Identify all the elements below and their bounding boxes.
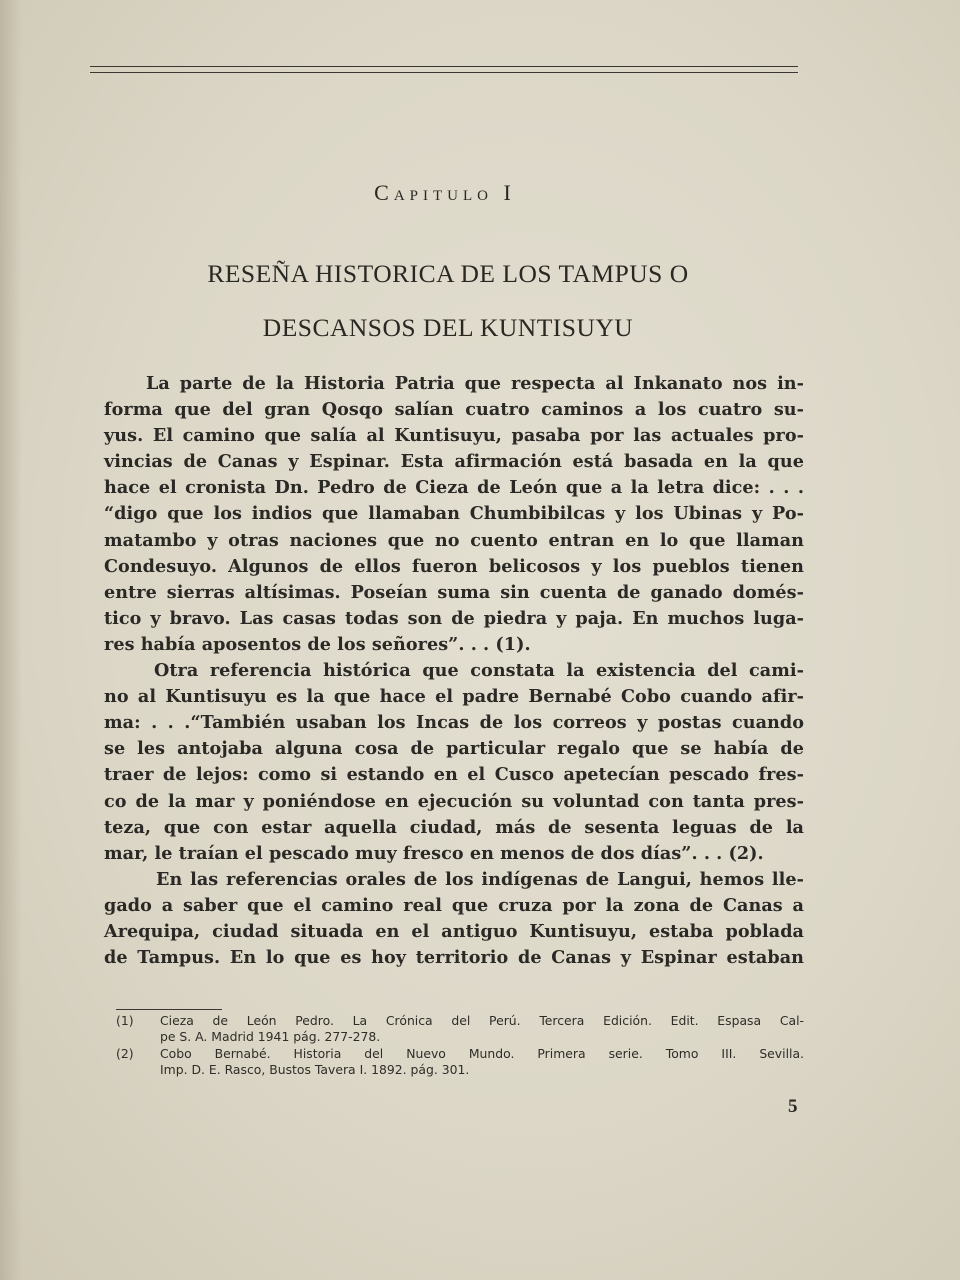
chapter-title-line-2: DESCANSOS DEL KUNTISUYU [262,313,634,342]
paragraph-1-line: forma que del gran Qosqo salían cuatro caminos a los cuatro su- [104,399,804,421]
header-rule-top [90,66,798,67]
paragraph-2-line: ma: . . .“También usaban los Incas de los correos y postas cuando [104,712,804,734]
paragraph-3-line: gado a saber que el camino real que cruza por la zona de Canas a [104,894,804,916]
footnotes [116,1013,804,1078]
paragraph-2-line: teza, que con estar aquella ciudad, más de sesenta leguas de la [104,816,804,838]
footnote-line: pe S. A. Madrid 1941 pág. 277-278. [160,1029,381,1045]
paragraph-1-line: matambo y otras naciones que no cuento entran en lo que llaman [104,529,804,551]
paragraph-1-line: entre sierras altísimas. Poseían suma sin cuenta de ganado domés- [104,581,804,603]
paragraph-1-line: “digo que los indios que llamaban Chumbibilcas y los Ubinas y Po- [104,503,804,525]
paragraph-1-line: Condesuyo. Algunos de ellos fueron belicosos y los pueblos tienen [104,555,804,577]
footnote-number: (1) [116,1013,134,1028]
paragraph-2-line: se les antojaba alguna cosa de particular regalo que se había de [104,738,804,760]
paragraph-2-line: mar, le traían el pescado muy fresco en menos de dos días”. . . (2). [104,842,764,864]
paragraph-2-line: no al Kuntisuyu es la que hace el padre Bernabé Cobo cuando afir- [104,686,804,708]
footnote-line: Cobo Bernabé. Historia del Nuevo Mundo. Primera serie. Tomo III. Sevilla. [160,1045,804,1061]
footnote-2 [116,1046,804,1079]
body-text [104,371,804,971]
footnote-number: (2) [116,1045,134,1061]
paragraph-1-line: La parte de la Historia Patria que respecta al Inkanato nos in- [146,373,804,394]
footnote-line: Imp. D. E. Rasco, Bustos Tavera I. 1892. pág. 301. [160,1061,470,1077]
header-rule-bottom [90,72,798,73]
paragraph-1-line: vincias de Canas y Espinar. Esta afirmación está basada en la que [104,451,804,473]
paragraph-1-line: yus. El camino que salía al Kuntisuyu, pasaba por las actuales pro- [104,425,804,447]
chapter-title-line-1: RESEÑA HISTORICA DE LOS TAMPUS O [207,259,689,288]
paragraph-2-line: Otra referencia histórica que constata la existencia del cami- [154,660,804,682]
page-number: 5 [788,1096,798,1117]
footnote-1 [116,1013,804,1046]
paragraph-1-line: hace el cronista Dn. Pedro de Cieza de León que a la letra dice: . . . [104,477,804,499]
paragraph-2-line: traer de lejos: como si estando en el Cusco apetecían pescado fres- [104,764,804,786]
paragraph-3-line: Arequipa, ciudad situada en el antiguo Kuntisuyu, estaba poblada [104,920,804,942]
footnote-line: Cieza de León Pedro. La Crónica del Perú. Tercera Edición. Edit. Espasa Cal- [160,1013,804,1028]
paragraph-3-line: de Tampus. En lo que es hoy territorio de Canas y Espinar estaban [104,947,804,969]
paragraph-2-line: co de la mar y poniéndose en ejecución su voluntad con tanta pres- [104,790,804,812]
paragraph-3-line: En las referencias orales de los indígenas de Langui, hemos lle- [156,868,804,890]
footnote-separator [116,1009,222,1010]
chapter-heading: Capitulo I [374,180,516,205]
paragraph-1-line: tico y bravo. Las casas todas son de piedra y paja. En muchos luga- [104,607,804,629]
paragraph-1-line: res había aposentos de los señores”. . . (1). [104,633,531,655]
